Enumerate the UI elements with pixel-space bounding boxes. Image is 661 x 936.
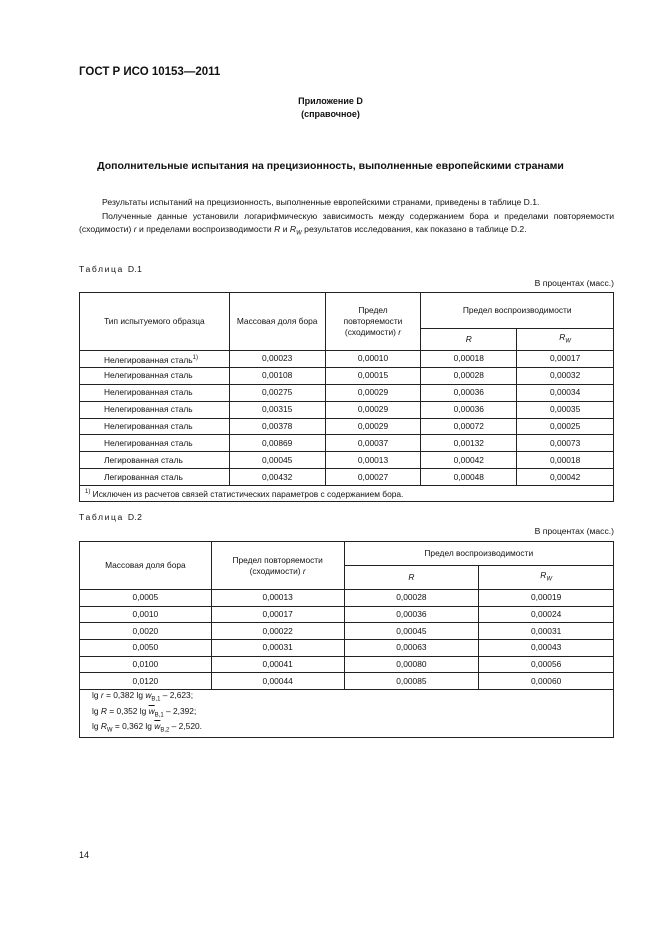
sample-type-text: Нелегированная сталь	[104, 404, 193, 415]
formula-w-sub: B,1	[154, 712, 164, 719]
cell-r: 0,00044	[211, 673, 344, 690]
formula-prefix: lg	[92, 705, 101, 716]
cell-r: 0,00018	[421, 351, 517, 368]
cell-r: 0,00029	[325, 401, 421, 418]
table-row	[80, 606, 614, 623]
formula-tail: – 2,392;	[163, 705, 197, 716]
formula-prefix: lg	[92, 721, 101, 732]
cell-rw: 0,00019	[479, 590, 614, 607]
formula-lhs: R	[100, 705, 107, 716]
cell-fraction: 0,0010	[80, 606, 212, 623]
body-text	[79, 196, 614, 241]
table-row	[80, 367, 614, 384]
table2-formulas	[80, 690, 614, 738]
cell-r: 0,00041	[211, 656, 344, 673]
table2-units: В процентах (масс.)	[534, 526, 614, 536]
cell-r: 0,00017	[211, 606, 344, 623]
cell-sample-type	[80, 435, 230, 452]
table1-header-R: R	[421, 329, 517, 351]
table-row	[80, 590, 614, 607]
table-row	[80, 401, 614, 418]
cell-r: 0,00037	[325, 435, 421, 452]
table2-header-repeatability: Предел повторяемости (сходимости) r	[211, 542, 344, 590]
annex-title: Приложение D	[298, 96, 363, 106]
cell-r: 0,00048	[421, 469, 517, 486]
cell-r: 0,00072	[421, 418, 517, 435]
paragraph-1: Результаты испытаний на прецизионность, выполненные европейскими странами, приведены в таблице D.1.	[102, 197, 540, 207]
table-row	[80, 351, 614, 368]
cell-fraction: 0,0100	[80, 656, 212, 673]
cell-fraction: 0,00315	[229, 401, 325, 418]
formula-w-sub: B,1	[151, 696, 161, 703]
cell-r: 0,00013	[211, 590, 344, 607]
cell-r: 0,00085	[344, 673, 479, 690]
table-row	[80, 418, 614, 435]
table1-header-Rw: $R_W$	[517, 329, 614, 351]
sample-type-text: Легированная сталь	[104, 454, 183, 465]
table2-header-Rw: $R_W$	[479, 566, 614, 590]
cell-sample-type	[80, 418, 230, 435]
table-row	[80, 384, 614, 401]
cell-fraction: 0,0120	[80, 673, 212, 690]
paragraph-2: Полученные данные установили логарифмическую зависимость между содержанием бора и пределами повторяемости (сходимости) r и пределами воспроизводимости R и $R_W$ результатов исследования, как показано в таблице D.2.	[79, 210, 614, 237]
cell-fraction: 0,00378	[229, 418, 325, 435]
cell-r: 0,00045	[344, 623, 479, 640]
formula-w: $\overline{w}$	[154, 721, 161, 732]
formula-w: $\overline{w}$	[145, 690, 152, 701]
table1-caption: Таблица D.1	[79, 264, 143, 274]
cell-r: 0,00080	[344, 656, 479, 673]
cell-r: 0,00028	[421, 367, 517, 384]
cell-r: 0,00063	[344, 640, 479, 657]
cell-r: 0,00031	[211, 640, 344, 657]
cell-sample-type	[80, 367, 230, 384]
cell-fraction: 0,00275	[229, 384, 325, 401]
sample-type-text: Нелегированная сталь	[104, 354, 193, 365]
cell-rw: 0,00035	[517, 401, 614, 418]
cell-rw: 0,00017	[517, 351, 614, 368]
cell-r: 0,00015	[325, 367, 421, 384]
sample-type-text: Нелегированная сталь	[104, 370, 193, 381]
table-row	[80, 469, 614, 486]
table-row	[80, 656, 614, 673]
formula-w-sub: B,2	[160, 728, 170, 735]
cell-rw: 0,00034	[517, 384, 614, 401]
section-title: Дополнительные испытания на прецизионность, выполненные европейскими странами	[97, 160, 564, 172]
table1-header-row	[80, 293, 614, 329]
table-d2	[79, 541, 614, 738]
table-row	[80, 623, 614, 640]
cell-rw: 0,00018	[517, 452, 614, 469]
cell-r: 0,00029	[325, 418, 421, 435]
cell-rw: 0,00031	[479, 623, 614, 640]
table1-header-fraction: Массовая доля бора	[229, 293, 325, 351]
sample-type-text: Легированная сталь	[104, 471, 183, 482]
table1-header-type: Тип испытуемого образца	[80, 293, 230, 351]
cell-fraction: 0,00045	[229, 452, 325, 469]
formula-coef: = 0,382 lg	[103, 690, 146, 701]
table2-caption: Таблица D.2	[79, 512, 143, 522]
table2-formula-row	[80, 690, 614, 738]
table2-header-R: R	[344, 566, 479, 590]
formula-tail: – 2,520.	[169, 721, 202, 732]
cell-r: 0,00028	[344, 590, 479, 607]
cell-r: 0,00036	[421, 384, 517, 401]
standard-code: ГОСТ Р ИСО 10153—2011	[79, 66, 221, 78]
cell-sample-type	[80, 351, 230, 368]
formula-tail: – 2,623;	[160, 690, 194, 701]
table1-header-reproducibility: Предел воспроизводимости	[421, 293, 614, 329]
formula-coef: = 0,362 lg	[112, 721, 155, 732]
sample-type-text: Нелегированная сталь	[104, 437, 193, 448]
cell-fraction: 0,00869	[229, 435, 325, 452]
cell-r: 0,00022	[211, 623, 344, 640]
formula-lhs-sub: W	[106, 728, 113, 735]
cell-r: 0,00013	[325, 452, 421, 469]
formula-w: $\overline{w}$	[148, 705, 155, 716]
table-row	[80, 673, 614, 690]
table-row	[80, 640, 614, 657]
sample-type-text: Нелегированная сталь	[104, 387, 193, 398]
cell-rw: 0,00043	[479, 640, 614, 657]
cell-fraction: 0,0020	[80, 623, 212, 640]
cell-fraction: 0,0005	[80, 590, 212, 607]
cell-rw: 0,00056	[479, 656, 614, 673]
table1-units: В процентах (масс.)	[534, 278, 614, 288]
cell-r: 0,00036	[421, 401, 517, 418]
table2-header-row	[80, 542, 614, 566]
cell-sample-type	[80, 452, 230, 469]
table2-header-reproducibility: Предел воспроизводимости	[344, 542, 613, 566]
table1-footnote-row	[80, 486, 614, 502]
cell-rw: 0,00073	[517, 435, 614, 452]
cell-sample-type	[80, 401, 230, 418]
cell-fraction: 0,00108	[229, 367, 325, 384]
formula-line	[92, 706, 610, 722]
cell-r: 0,00036	[344, 606, 479, 623]
annex-subtitle: (справочное)	[301, 109, 360, 119]
cell-fraction: 0,00432	[229, 469, 325, 486]
cell-rw: 0,00060	[479, 673, 614, 690]
table-row	[80, 452, 614, 469]
cell-r: 0,00042	[421, 452, 517, 469]
table-row	[80, 435, 614, 452]
formula-line	[92, 721, 610, 737]
page-number: 14	[79, 850, 90, 860]
table1-header-repeatability: Предел повторяемости (сходимости) r	[325, 293, 421, 351]
formula-prefix: lg	[92, 690, 101, 701]
sample-type-text: Нелегированная сталь	[104, 421, 193, 431]
formula-line	[92, 690, 610, 706]
cell-fraction: 0,0050	[80, 640, 212, 657]
cell-r: 0,00029	[325, 384, 421, 401]
table2-header-fraction: Массовая доля бора	[80, 542, 212, 590]
cell-r: 0,00027	[325, 469, 421, 486]
cell-rw: 0,00042	[517, 469, 614, 486]
footnote-ref: 1)	[192, 354, 198, 361]
cell-sample-type	[80, 469, 230, 486]
formula-lhs: R	[100, 721, 107, 732]
table-d1	[79, 292, 614, 502]
table1-footnote: $^{1)}$ Исключен из расчетов связей статистических параметров с содержанием бора.	[80, 486, 614, 502]
cell-rw: 0,00025	[517, 418, 614, 435]
cell-fraction: 0,00023	[229, 351, 325, 368]
cell-r: 0,00010	[325, 351, 421, 368]
cell-rw: 0,00032	[517, 367, 614, 384]
cell-rw: 0,00024	[479, 606, 614, 623]
formula-lhs: r	[100, 690, 104, 701]
cell-r: 0,00132	[421, 435, 517, 452]
formula-coef: = 0,352 lg	[106, 705, 149, 716]
cell-sample-type	[80, 384, 230, 401]
